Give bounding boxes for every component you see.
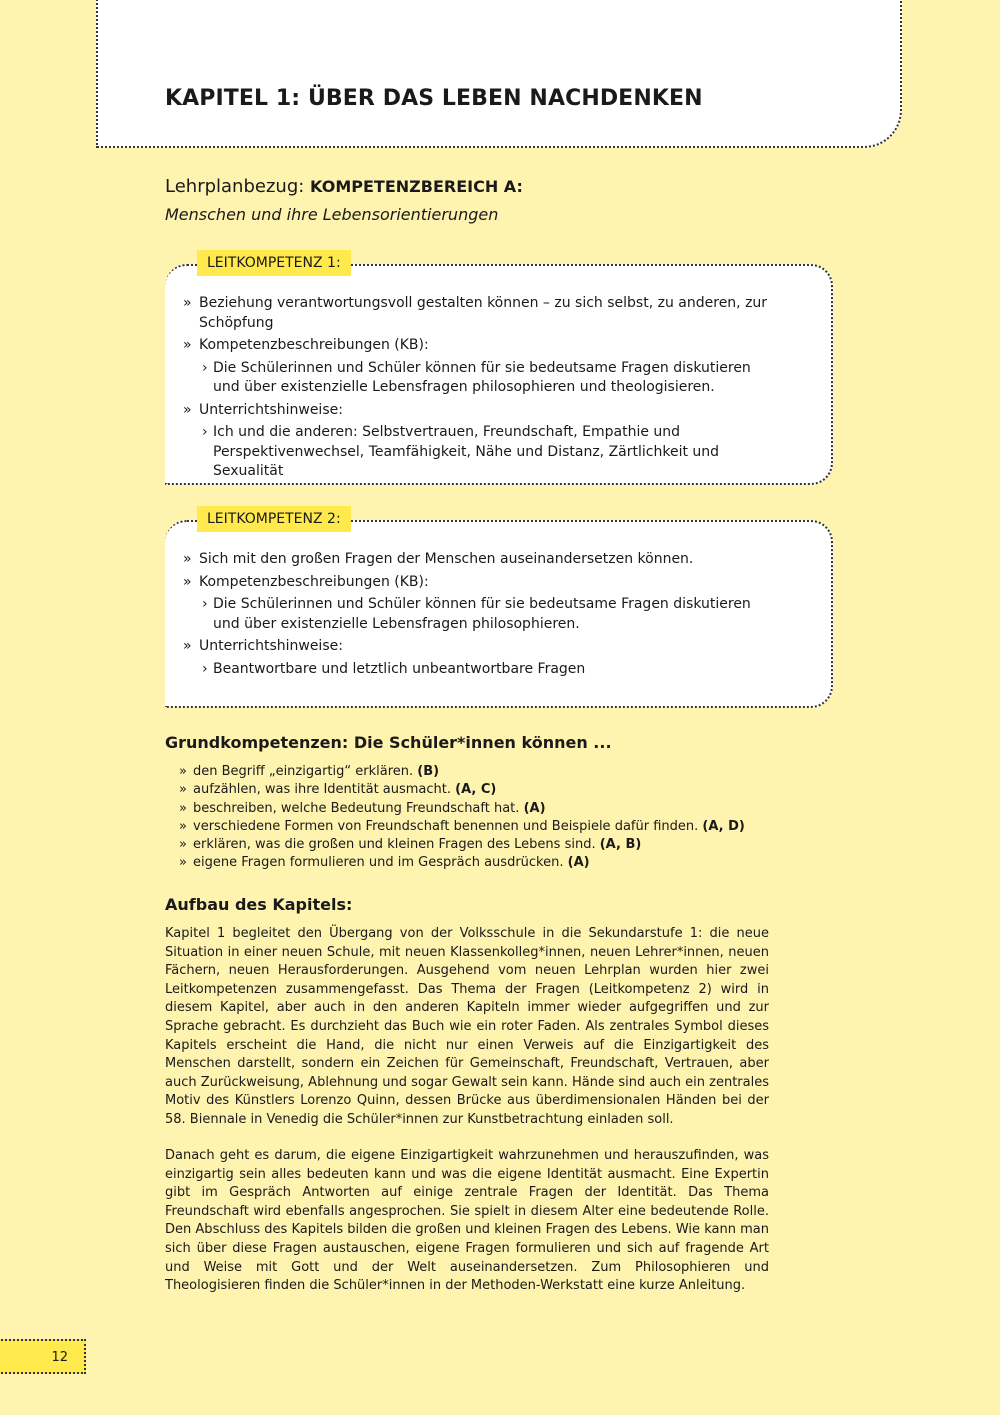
lehrplan-subtitle: Menschen und ihre Lebensorientierungen <box>165 205 499 224</box>
bullet-icon: » <box>179 855 187 871</box>
list-item: » Kompetenzbeschreibungen (KB): <box>183 573 773 593</box>
chevron-right-icon: › <box>202 660 208 677</box>
list-item: » aufzählen, was ihre Identität ausmacht. (A, C) <box>179 781 799 799</box>
list-item: › Die Schülerinnen und Schüler können für sie bedeutsame Fragen diskutieren und über existenzielle Lebensfragen philosophieren und theologisieren. <box>202 359 751 395</box>
list-item: » Beziehung verantwortungsvoll gestalten können – zu sich selbst, zu anderen, zur Schöpfung <box>183 295 768 331</box>
page-number: 12 <box>51 1350 68 1365</box>
list-item: › Ich und die anderen: Selbstvertrauen, Freundschaft, Empathie und Perspektivenwechsel, Teamfähigkeit, Nähe und Distanz, Zärtlichkeit und Sexualität <box>202 424 720 479</box>
chapter-title: KAPITEL 1: ÜBER DAS LEBEN NACHDENKEN <box>165 86 703 111</box>
page-number-box <box>0 1339 86 1374</box>
list-item: › Beantwortbare und letztlich unbeantwortbare Fragen <box>183 660 773 680</box>
leitkompetenz-2-box <box>165 511 833 708</box>
leitkompetenz-2-tag: LEITKOMPETENZ 2: <box>197 506 351 532</box>
bullet-icon: » <box>183 573 192 590</box>
bullet-icon: » <box>183 337 192 353</box>
list-item: » beschreiben, welche Bedeutung Freundschaft hat. (A) <box>179 800 799 818</box>
list-item: » Unterrichtshinweise: <box>183 401 773 421</box>
chevron-right-icon: › <box>202 359 208 376</box>
list-item: » eigene Fragen formulieren und im Gespräch ausdrücken. (A) <box>179 854 799 872</box>
list-item: » Unterrichtshinweise: <box>183 637 773 657</box>
bullet-icon: » <box>183 638 192 654</box>
list-item: » erklären, was die großen und kleinen Fragen des Lebens sind. (A, B) <box>179 836 799 854</box>
leitkompetenz-1-tag: LEITKOMPETENZ 1: <box>197 250 351 276</box>
list-item: › Die Schülerinnen und Schüler können für sie bedeutsame Fragen diskutieren und über existenzielle Lebensfragen philosophieren. <box>202 596 751 632</box>
chevron-right-icon: › <box>202 596 208 612</box>
bullet-icon: » <box>183 295 192 311</box>
bullet-icon: » <box>183 401 192 418</box>
list-item: » Sich mit den großen Fragen der Menschen auseinandersetzen können. <box>183 550 773 570</box>
bullet-icon: » <box>179 764 187 779</box>
list-item: » Kompetenzbeschreibungen (KB): <box>183 336 773 356</box>
list-item: » den Begriff „einzigartig“ erklären. (B) <box>179 763 799 781</box>
aufbau-paragraph-1: Kapitel 1 begleitet den Übergang von der Volksschule in die Sekundarstufe 1: die neue Situation in einer neuen Schule, mit neuen Klassenkolleg*innen, neuen Lehrer*innen, neuen Fächern, neuen Herausforderungen. Ausgehend vom neuen Lehrplan wurden hier zwei Leitkompetenzen zusammengefasst. Das Thema der Fragen (Leitkompetenz 2) wird in diesem Kapitel, aber auch in den anderen Kapiteln immer wieder aufgegriffen und zur Sprache gebracht. Es durchzieht das Buch wie ein roter Faden. Als zentrales Symbol dieses Kapitels erscheint die Hand, die nicht nur einen Verweis auf die Einzigartigkeit des Menschen darstellt, sondern ein Zeichen für Gemeinschaft, Freundschaft, Vertrauen, aber auch Zurückweisung, Ablehnung und sogar Gewalt sein kann. Hände sind auch ein zentrales Motiv des Künstlers Lorenzo Quinn, dessen Brücke aus überdimensionalen Händen bei der 58. Biennale in Venedig die Schüler*innen zur Kunstbetrachtung einladen soll. <box>165 926 769 1127</box>
list-item: » verschiedene Formen von Freundschaft benennen und Beispiele dafür finden. (A, D) <box>179 818 799 836</box>
leitkompetenz-1-box <box>165 255 833 485</box>
lehrplan-heading <box>165 176 523 197</box>
bullet-icon: » <box>179 818 187 834</box>
bullet-icon: » <box>179 800 187 816</box>
bullet-icon: » <box>179 837 187 853</box>
aufbau-paragraph-2: Danach geht es darum, die eigene Einzigartigkeit wahrzunehmen und herauszufinden, was einzigartig sein alles bedeuten kann und was die eigene Identität ausmacht. Eine Expertin gibt im Gespräch Antworten auf einige zentrale Fragen der Identität. Das Thema Freundschaft wird ebenfalls angesprochen. Sie spielt in diesem Alter eine bedeutende Rolle. Den Abschluss des Kapitels bilden die großen und kleinen Fragen des Lebens. Wie kann man sich über diese Fragen austauschen, eigene Fragen formulieren und sich auf fragende Art und Weise mit Gott und der Welt auseinandersetzen. Zum Philosophieren und Theologisieren finden die Schüler*innen in der Methoden-Werkstatt eine kurze Anleitung. <box>165 1148 769 1294</box>
grundkompetenzen-title: Grundkompetenzen: Die Schüler*innen können ... <box>165 733 612 752</box>
chevron-right-icon: › <box>202 424 208 440</box>
grundkompetenzen-list <box>179 763 799 873</box>
kompetenzbereich: KOMPETENZBEREICH A: <box>310 177 523 196</box>
lehrplan-label: Lehrplanbezug: <box>165 176 305 197</box>
chapter-header-box <box>96 0 902 148</box>
bullet-icon: » <box>179 782 187 798</box>
bullet-icon: » <box>183 551 192 567</box>
aufbau-title: Aufbau des Kapitels: <box>165 895 353 914</box>
